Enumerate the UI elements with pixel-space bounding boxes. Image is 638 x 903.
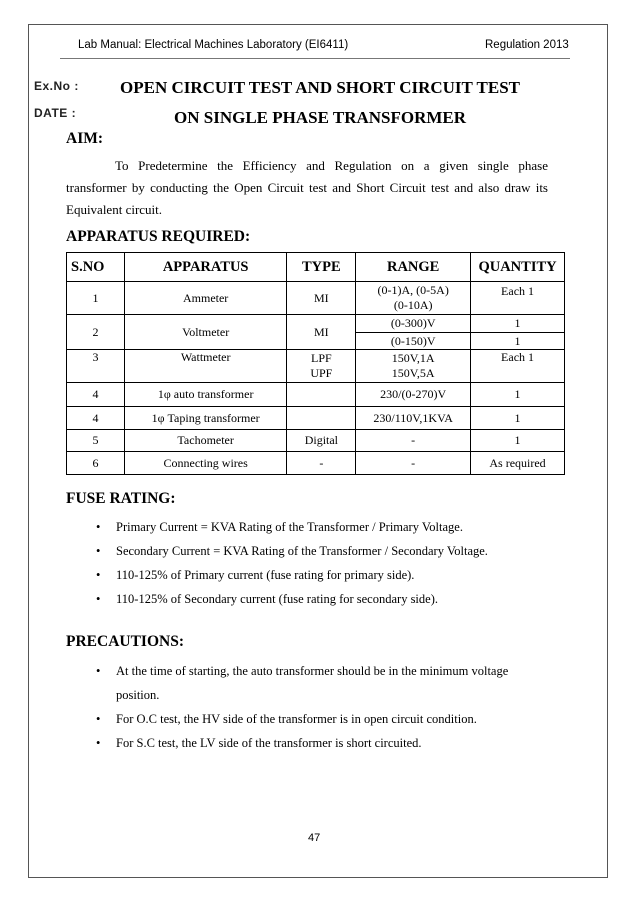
date-label: DATE : (34, 106, 77, 120)
table-row (67, 430, 565, 452)
cell-type (287, 383, 356, 407)
bullet-icon: • (96, 544, 101, 558)
cell-range: (0-150)V (356, 333, 471, 350)
cell-type (287, 407, 356, 430)
cell-apparatus: Ammeter (124, 282, 287, 315)
cell-quantity: 1 (471, 383, 565, 407)
cell-sno: 6 (67, 452, 125, 475)
bullet-icon: • (96, 520, 101, 534)
cell-apparatus: Wattmeter (124, 350, 287, 383)
type-line: UPF (310, 366, 333, 380)
list-item-text: At the time of starting, the auto transformer should be in the minimum voltage (116, 664, 509, 678)
cell-quantity: Each 1 (471, 282, 565, 315)
cell-sno: 3 (67, 350, 125, 383)
cell-range (356, 350, 471, 383)
aim-text (66, 155, 548, 221)
list-item-text: Secondary Current = KVA Rating of the Transformer / Secondary Voltage. (116, 544, 488, 558)
cell-quantity: As required (471, 452, 565, 475)
list-item-text: position. (116, 688, 160, 702)
apparatus-heading: APPARATUS REQUIRED: (66, 228, 251, 245)
cell-sno: 5 (67, 430, 125, 452)
range-line: (0-10A) (393, 298, 433, 312)
range-line: 150V,1A (391, 351, 435, 365)
cell-sno: 4 (67, 407, 125, 430)
table-row (67, 383, 565, 407)
fuse-heading: FUSE RATING: (66, 490, 176, 507)
cell-range: 230/110V,1KVA (356, 407, 471, 430)
aim-heading: AIM: (66, 130, 104, 147)
aim-paragraph: To Predetermine the Efficiency and Regulation on a given single phase transformer by conducting the Open Circuit test and Short Circuit test and also draw its Equivalent circuit. (66, 158, 548, 217)
bullet-icon: • (96, 712, 101, 726)
list-item-text: 110-125% of Secondary current (fuse rating for secondary side). (116, 592, 438, 606)
list-item-text: For S.C test, the LV side of the transformer is short circuited. (116, 736, 422, 750)
table-header-row (67, 253, 565, 282)
table-row (67, 350, 565, 383)
table-row (67, 282, 565, 315)
apparatus-table (66, 252, 565, 475)
cell-apparatus: 1φ auto transformer (124, 383, 287, 407)
col-type: TYPE (287, 253, 356, 282)
col-range: RANGE (356, 253, 471, 282)
list-item-text: 110-125% of Primary current (fuse rating for primary side). (116, 568, 415, 582)
bullet-icon: • (96, 664, 101, 678)
page-title-line2: ON SINGLE PHASE TRANSFORMER (174, 108, 467, 127)
cell-apparatus: Voltmeter (124, 315, 287, 350)
cell-range: 230/(0-270)V (356, 383, 471, 407)
header-title: Lab Manual: Electrical Machines Laboratory (EI6411) (78, 39, 349, 51)
cell-quantity: 1 (471, 315, 565, 333)
cell-quantity: 1 (471, 430, 565, 452)
bullet-icon: • (96, 592, 101, 606)
table-row (67, 452, 565, 475)
precautions-heading: PRECAUTIONS: (66, 633, 184, 650)
cell-apparatus: Connecting wires (124, 452, 287, 475)
list-item-text: Primary Current = KVA Rating of the Transformer / Primary Voltage. (116, 520, 463, 534)
cell-quantity: 1 (471, 407, 565, 430)
col-apparatus: APPARATUS (124, 253, 287, 282)
range-line: 150V,5A (391, 366, 435, 380)
type-line: LPF (311, 351, 332, 365)
list-item-text: For O.C test, the HV side of the transformer is in open circuit condition. (116, 712, 477, 726)
cell-apparatus: 1φ Taping transformer (124, 407, 287, 430)
exno-label: Ex.No : (34, 79, 79, 93)
range-line: (0-1)A, (0-5A) (377, 283, 449, 297)
cell-sno: 2 (67, 315, 125, 350)
cell-sno: 1 (67, 282, 125, 315)
header-divider (60, 58, 570, 59)
page-number: 47 (308, 832, 321, 844)
cell-type: - (287, 452, 356, 475)
cell-type: MI (287, 315, 356, 350)
cell-range: (0-300)V (356, 315, 471, 333)
cell-type: MI (287, 282, 356, 315)
table-row (67, 407, 565, 430)
cell-quantity: Each 1 (471, 350, 565, 383)
col-sno: S.NO (67, 253, 125, 282)
page-title-line1: OPEN CIRCUIT TEST AND SHORT CIRCUIT TEST (120, 78, 520, 97)
table-row (67, 315, 565, 333)
cell-type: Digital (287, 430, 356, 452)
col-quantity: QUANTITY (471, 253, 565, 282)
bullet-icon: • (96, 736, 101, 750)
cell-type (287, 350, 356, 383)
cell-range: - (356, 430, 471, 452)
cell-apparatus: Tachometer (124, 430, 287, 452)
cell-sno: 4 (67, 383, 125, 407)
bullet-icon: • (96, 568, 101, 582)
cell-quantity: 1 (471, 333, 565, 350)
cell-range: - (356, 452, 471, 475)
header-regulation: Regulation 2013 (485, 39, 569, 51)
cell-range (356, 282, 471, 315)
